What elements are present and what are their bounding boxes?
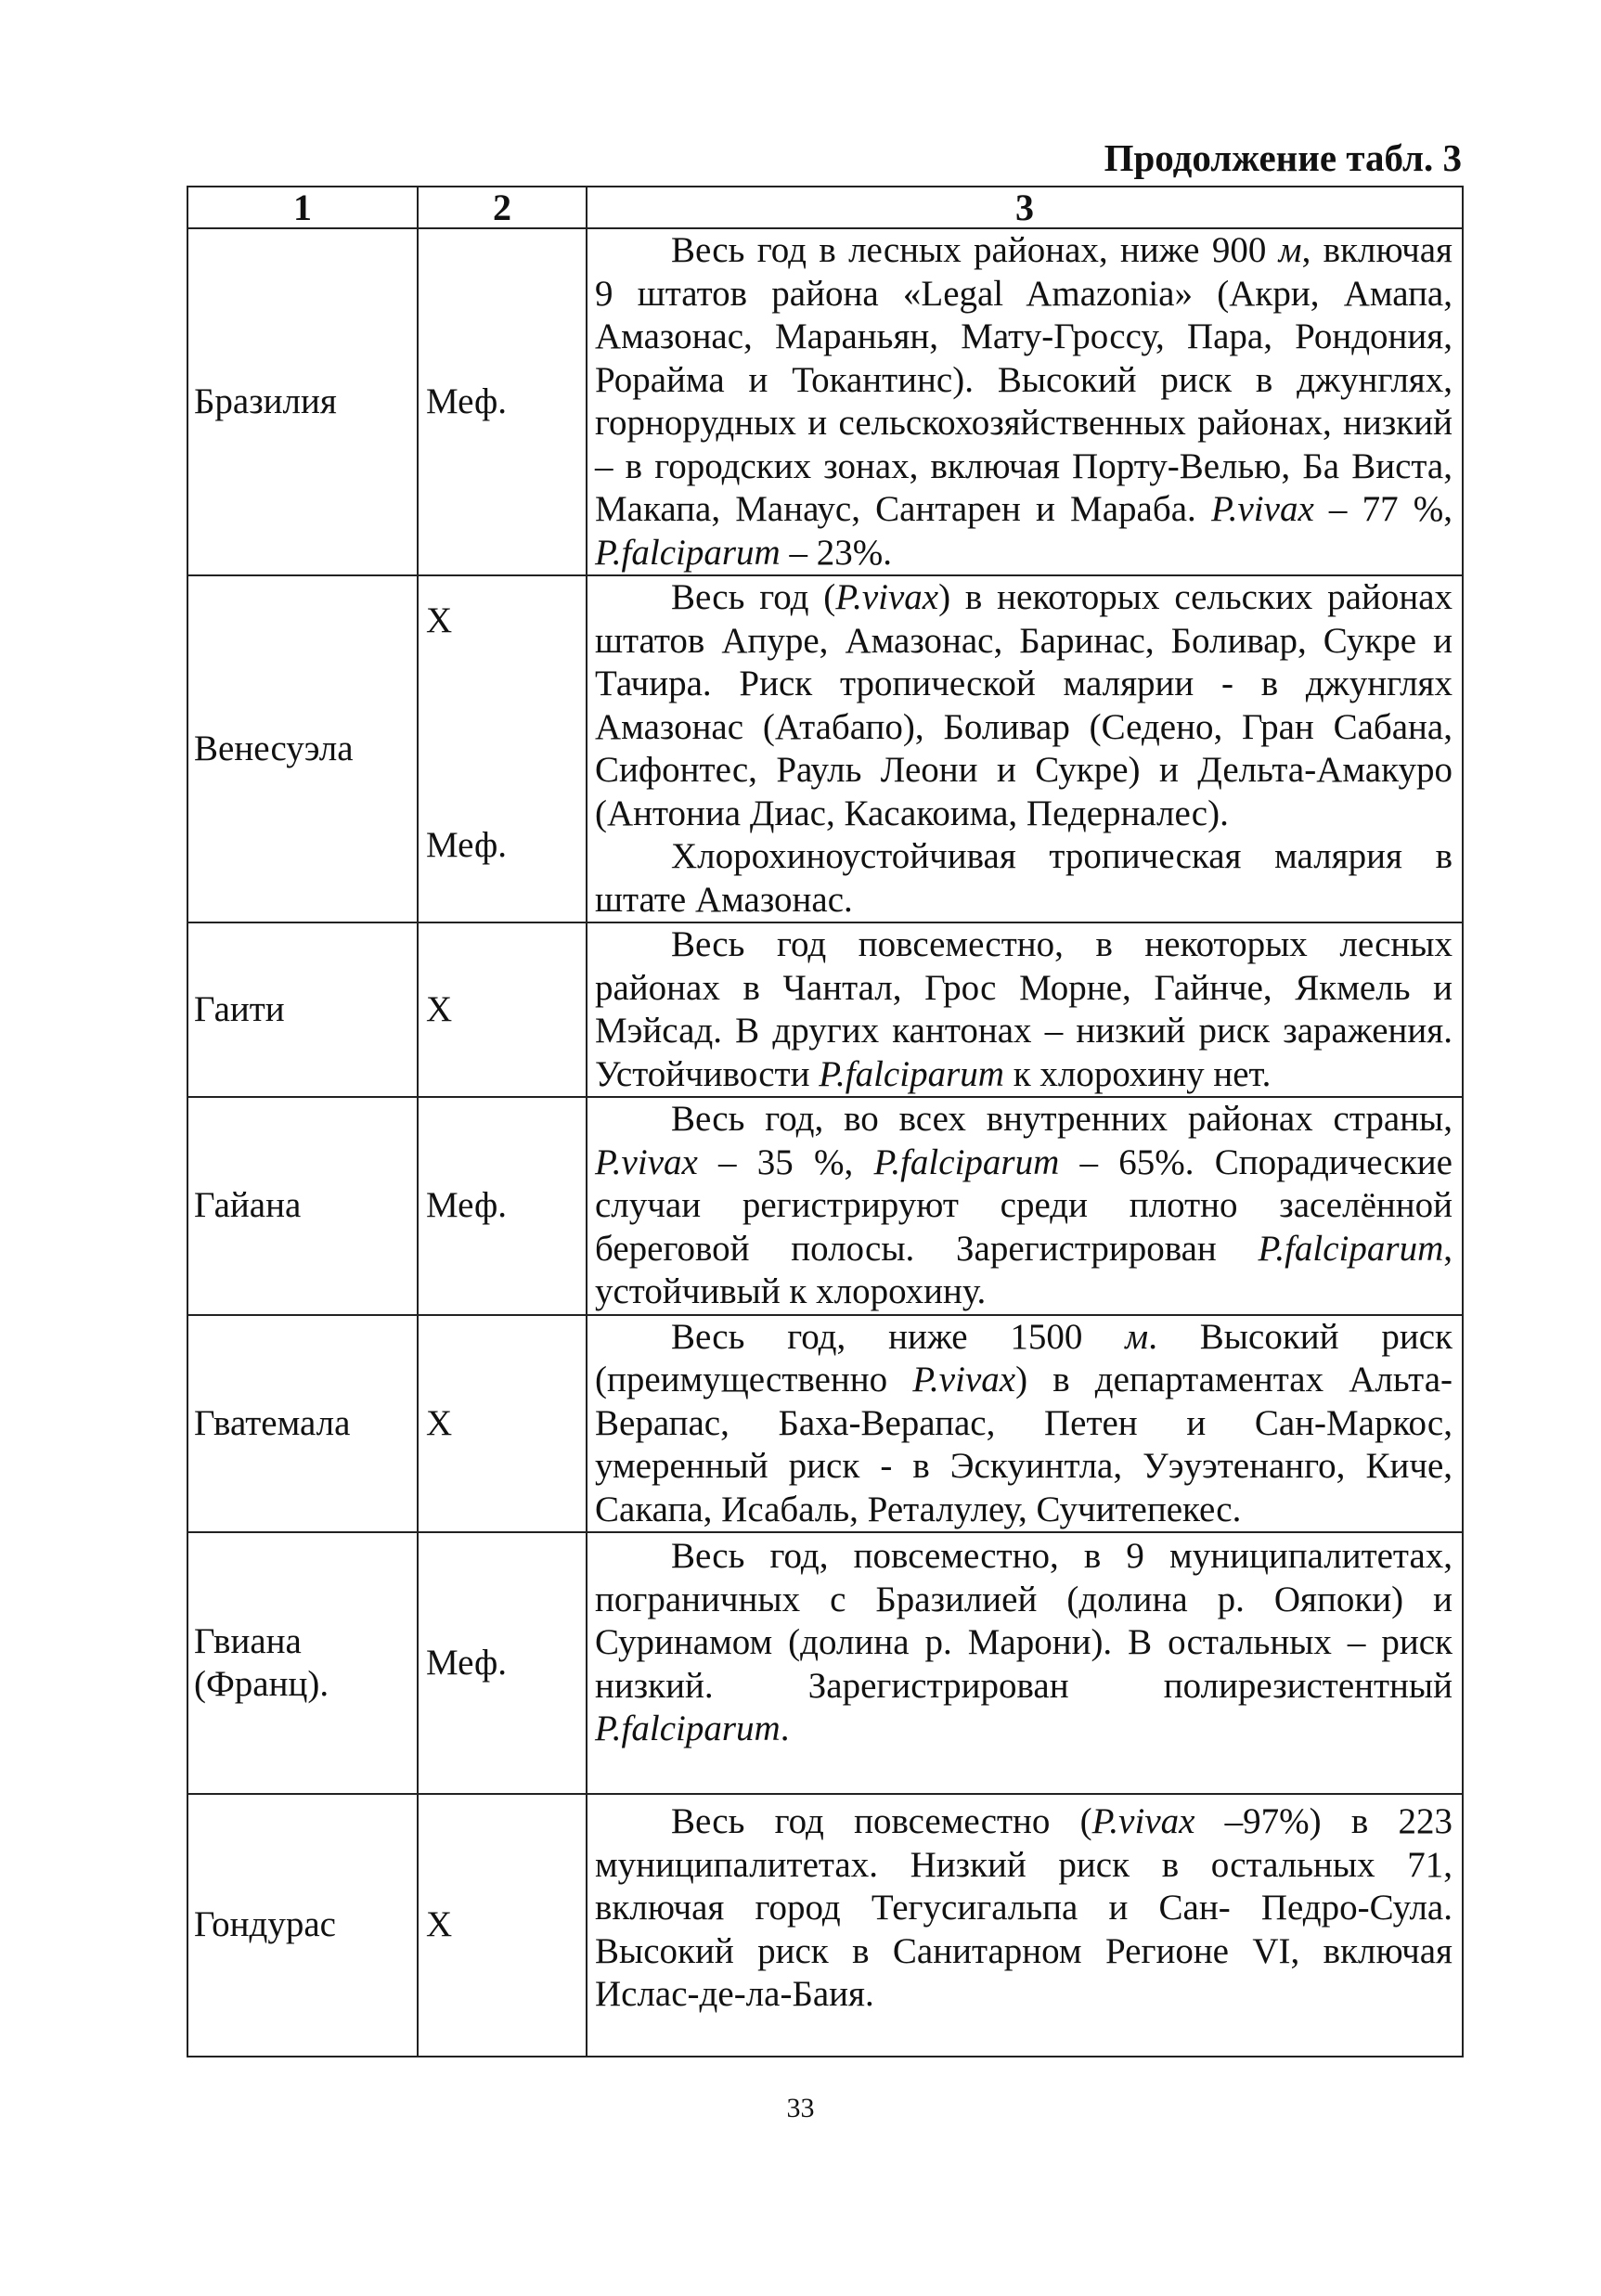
italic-term: P.falciparum xyxy=(1258,1228,1444,1269)
table-row-honduras xyxy=(187,1794,1463,2057)
description-cell xyxy=(587,1097,1463,1315)
text-segment: – 77 %, xyxy=(1313,489,1453,529)
description-text xyxy=(595,1316,1453,1532)
description-text xyxy=(595,1098,1453,1314)
description-paragraph xyxy=(595,1316,1453,1532)
description-paragraph xyxy=(595,923,1453,1096)
description-paragraph xyxy=(595,1800,1453,2017)
table-row-haiti xyxy=(187,922,1463,1097)
description-text xyxy=(595,1800,1453,2017)
column-header-3: 3 xyxy=(587,187,1463,228)
text-segment: Весь год ( xyxy=(671,577,836,617)
description-text xyxy=(595,923,1453,1096)
text-segment: – 35 %, xyxy=(697,1142,874,1182)
text-segment: – 65%. Спорадические случаи регистрируют среди плотно заселённой береговой полосы. Зарегистрирован xyxy=(595,1142,1453,1269)
text-segment: Весь год, во всех внутренних районах страны, xyxy=(671,1099,1453,1139)
malaria-risk-table xyxy=(187,186,1464,2057)
text-segment: Весь год, ниже 1500 xyxy=(671,1316,1126,1357)
description-text xyxy=(595,1535,1453,1751)
text-segment: , включая 9 штатов района «Legal Amazonia» (Акри, Амапа, Амазонас, Мараньян, Мату-Гроссу, Пара, Рондония, Рорайма и Токантинс). Высокий риск в джунглях, горнорудных и сельскохозяйственных районах, низкий – в городских зонах, включая Порту-Велью, Ба Виста, Макапа, Манаус, Сантарен и Мараба. xyxy=(595,230,1453,529)
text-segment: Весь год в лесных районах, ниже 900 xyxy=(671,230,1279,270)
table-row-guatemala xyxy=(187,1315,1463,1533)
italic-term: P.vivax xyxy=(835,577,939,617)
country-cell: Гондурас xyxy=(187,1794,418,2057)
code-value-top: X xyxy=(426,600,453,640)
table-row-brazil xyxy=(187,228,1463,575)
code-cell: X xyxy=(418,922,587,1097)
text-segment: Хлорохиноустойчивая тропическая малярия в штате Амазонас. xyxy=(595,836,1453,920)
italic-term: P.vivax xyxy=(912,1360,1016,1400)
code-cell: Меф. xyxy=(418,1097,587,1315)
text-segment: , устойчивый к хлорохину. xyxy=(595,1228,1453,1311)
table-header-row xyxy=(187,187,1463,228)
text-segment: ) в департаментах Альта-Верапас, Баха-Верапас, Петен и Сан-Маркос, умеренный риск - в Эскуинтла, Уэуэтенанго, Киче, Сакапа, Исабаль, Реталулеу, Сучитепекес. xyxy=(595,1360,1453,1529)
text-segment: ) в некоторых сельских районах штатов Апуре, Амазонас, Баринас, Боливар, Сукре и Тачира. Риск тропической малярии - в джунглях Амазонас (Атабапо), Боливар (Седено, Гран Сабана, Сифонтес, Рауль Леони и Сукре) и Дельта-Амакуро (Антониа Диас, Касакоима, Педерналес). xyxy=(595,577,1453,833)
table-continuation-label: Продолжение табл. 3 xyxy=(1104,136,1462,179)
country-cell: Гайана xyxy=(187,1097,418,1315)
italic-term: P.vivax xyxy=(595,1142,698,1182)
italic-term: P.falciparum xyxy=(595,532,781,573)
table-row-guyana xyxy=(187,1097,1463,1315)
code-value-bottom: Меф. xyxy=(426,824,507,865)
text-segment: . Высокий риск (преимущественно xyxy=(595,1316,1453,1400)
column-header-2: 2 xyxy=(418,187,587,228)
country-cell: Бразилия xyxy=(187,228,418,575)
description-text xyxy=(595,576,1453,922)
text-segment: –97%) в 223 муниципалитетах. Низкий риск в остальных 71, включая город Тегусигальпа и Сан- Педро-Сула. Высокий риск в Санитарном Регионе VI, включая Ислас-де-ла-Баия. xyxy=(595,1801,1453,2014)
code-cell: X xyxy=(418,1794,587,2057)
code-cell xyxy=(418,575,587,922)
description-text xyxy=(595,229,1453,574)
text-segment: Весь год повсеместно, в некоторых лесных районах в Чантал, Грос Морне, Гайнче, Якмель и Мэйсад. В других кантонах – низкий риск заражения. Устойчивости xyxy=(595,924,1453,1094)
italic-term: P.vivax xyxy=(1091,1801,1195,1841)
text-segment: к хлорохину нет. xyxy=(1003,1053,1272,1094)
description-paragraph xyxy=(595,229,1453,574)
italic-term: P.falciparum xyxy=(595,1709,781,1748)
column-header-1: 1 xyxy=(187,187,418,228)
text-segment: Весь год повсеместно ( xyxy=(671,1801,1092,1841)
country-cell: Гаити xyxy=(187,922,418,1097)
italic-term: P.falciparum xyxy=(873,1142,1060,1182)
text-segment: . xyxy=(780,1709,790,1748)
description-paragraph xyxy=(595,576,1453,835)
country-cell: Венесуэла xyxy=(187,575,418,922)
italic-term: P.falciparum xyxy=(819,1053,1004,1094)
text-segment: – 23%. xyxy=(780,532,892,573)
page-number: 33 xyxy=(786,2093,815,2123)
description-cell xyxy=(587,575,1463,922)
description-cell xyxy=(587,228,1463,575)
country-cell: Гватемала xyxy=(187,1315,418,1533)
table-row-venezuela xyxy=(187,575,1463,922)
description-cell xyxy=(587,1315,1463,1533)
description-cell xyxy=(587,922,1463,1097)
description-cell xyxy=(587,1794,1463,2057)
italic-term: м xyxy=(1278,230,1302,270)
description-paragraph xyxy=(595,1098,1453,1314)
code-cell: Меф. xyxy=(418,1532,587,1794)
italic-term: P.vivax xyxy=(1210,489,1314,529)
country-cell: Гвиана (Франц). xyxy=(187,1532,418,1794)
description-cell xyxy=(587,1532,1463,1794)
code-cell: Меф. xyxy=(418,228,587,575)
description-paragraph xyxy=(595,1535,1453,1751)
table-row-french-guiana xyxy=(187,1532,1463,1794)
code-cell: X xyxy=(418,1315,587,1533)
italic-term: м xyxy=(1125,1316,1149,1357)
description-paragraph xyxy=(595,835,1453,922)
text-segment: Весь год, повсеместно, в 9 муниципалитетах, пограничных с Бразилией (долина р. Ояпоки) и Суринамом (долина р. Марони). В остальных – риск низкий. Зарегистрирован полирезистентный xyxy=(595,1536,1453,1706)
